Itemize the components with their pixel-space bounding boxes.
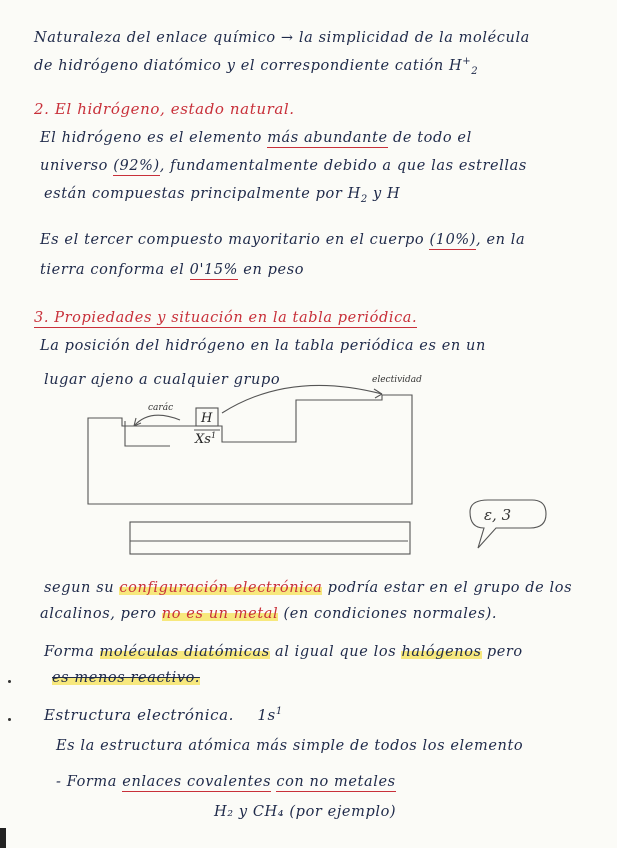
text-line-p7: lugar ajeno a cualquier grupo bbox=[44, 372, 281, 388]
text-line-p9 bbox=[40, 606, 497, 622]
text-line-p8 bbox=[44, 580, 572, 596]
label-electividad: electividad bbox=[372, 375, 422, 385]
label-carac: carác bbox=[148, 403, 174, 413]
p2-a: universo bbox=[40, 158, 108, 174]
margin-dot-1 bbox=[8, 680, 11, 683]
margin-dot-2 bbox=[8, 718, 11, 721]
scan-edge-mark bbox=[0, 828, 6, 848]
p10-highlight-2: halógenos bbox=[401, 644, 482, 660]
arrow-right bbox=[222, 385, 382, 413]
table-main-outline bbox=[88, 395, 412, 504]
text-line-1: Naturaleza del enlace químico → la simplicidad de la molécula bbox=[34, 30, 530, 46]
section-heading-3-text: 3. Propiedades y situación en la tabla periódica. bbox=[34, 310, 418, 326]
p10-c: pero bbox=[486, 644, 523, 660]
p1-a: El hidrógeno es el elemento bbox=[40, 130, 262, 146]
text-line-p12 bbox=[44, 706, 283, 724]
p8-b: podría estar en el grupo de los bbox=[327, 580, 573, 596]
section-heading-2: 2. El hidrógeno, estado natural. bbox=[34, 100, 295, 118]
arrow-left bbox=[134, 415, 180, 426]
p8-highlight: configuración electrónica bbox=[119, 580, 323, 596]
p8-a: segun su bbox=[44, 580, 115, 596]
p10-a: Forma bbox=[44, 644, 95, 660]
p3-end: y H bbox=[373, 186, 401, 202]
p1-underlined: más abundante bbox=[267, 130, 388, 146]
p5-a: tierra conforma el bbox=[40, 262, 185, 278]
text-line-p6: La posición del hidrógeno en la tabla periódica es en un bbox=[40, 338, 486, 354]
p11-text: es menos reactivo. bbox=[52, 670, 200, 686]
text-line-p14 bbox=[56, 774, 396, 790]
table-s-block bbox=[125, 421, 170, 446]
label-xs: Xs$^1$ bbox=[195, 431, 217, 447]
bubble-text: ε, 3 bbox=[484, 506, 512, 524]
label-h-element: H bbox=[201, 411, 213, 426]
p4-underlined: (10%) bbox=[429, 232, 477, 248]
p14-a: - Forma bbox=[56, 774, 118, 790]
text-line-p15: H₂ y CH₄ (por ejemplo) bbox=[214, 804, 397, 820]
p10-b: al igual que los bbox=[274, 644, 397, 660]
p9-a: alcalinos, pero bbox=[40, 606, 157, 622]
text-line-p11 bbox=[52, 670, 200, 686]
text-line-2-a: de hidrógeno diatómico y el correspondiente catión bbox=[34, 57, 444, 74]
p12-a: Estructura electrónica. bbox=[44, 706, 235, 724]
p3-h2: $H_2$ bbox=[347, 186, 368, 205]
p14-b: con no metales bbox=[276, 774, 396, 790]
p2-b: , fundamentalmente debido a que las estrellas bbox=[159, 158, 527, 174]
p10-highlight: moléculas diatómicas bbox=[99, 644, 270, 660]
p3-a: están compuestas principalmente por bbox=[44, 186, 343, 202]
cation-h2: $H^+_2$ bbox=[449, 56, 479, 77]
p5-b: en peso bbox=[243, 262, 305, 278]
p4-b: , en la bbox=[476, 232, 526, 248]
p5-underlined: 0'15% bbox=[189, 262, 239, 278]
p9-highlight: no es un metal bbox=[161, 606, 279, 622]
p9-b: (en condiciones normales). bbox=[283, 606, 498, 622]
electron-config: $1s^1$ bbox=[257, 706, 283, 724]
p14-underlined: enlaces covalentes bbox=[122, 774, 272, 790]
table-f-block bbox=[130, 522, 410, 554]
p2-underlined: (92%) bbox=[113, 158, 160, 174]
text-line-p13: Es la estructura atómica más simple de todos los elemento bbox=[56, 738, 524, 754]
p4-a: Es el tercer compuesto mayoritario en el cuerpo bbox=[40, 232, 425, 248]
text-line-p10 bbox=[44, 644, 523, 660]
p1-b: de todo el bbox=[392, 130, 472, 146]
